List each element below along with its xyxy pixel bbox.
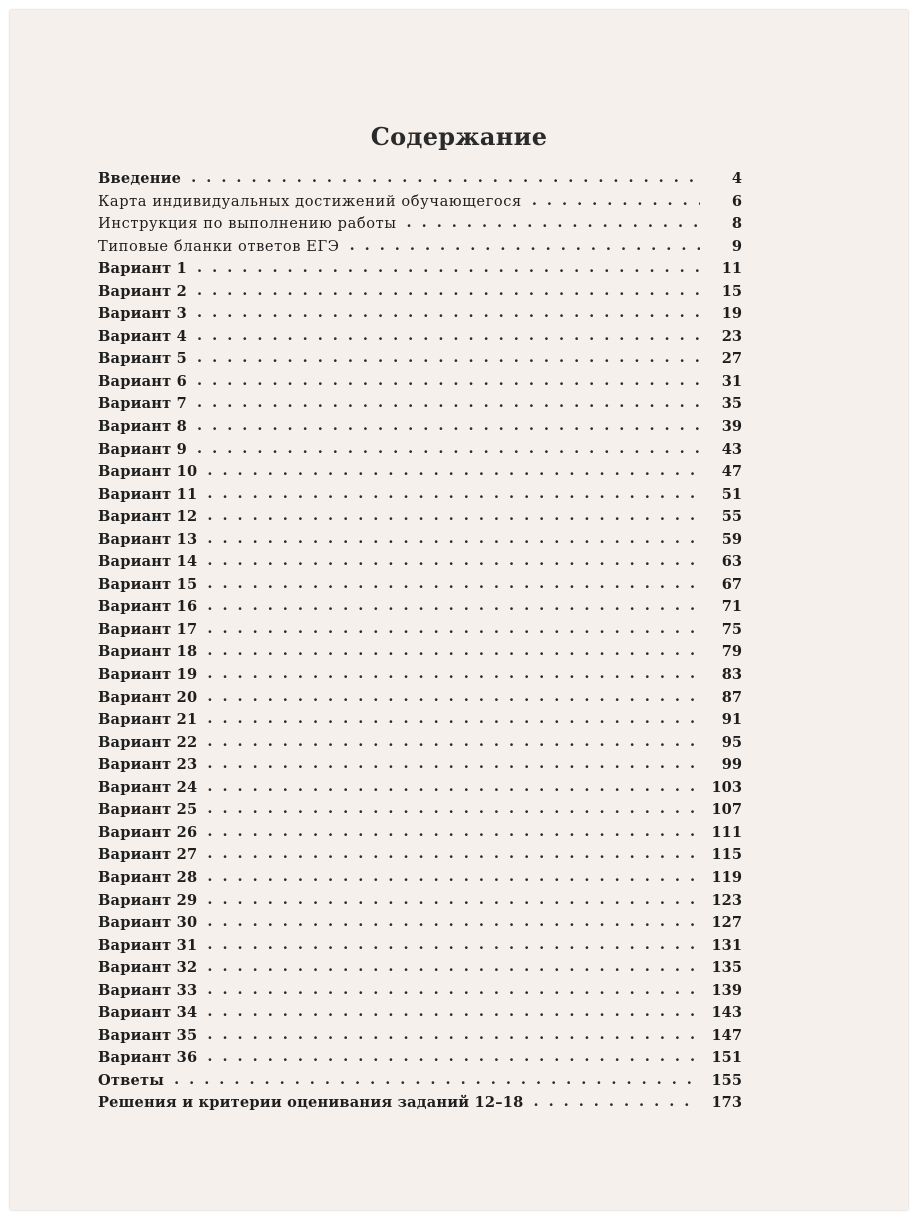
toc-entry [98, 305, 742, 328]
toc-entry [98, 418, 742, 441]
toc-dot-leader [197, 372, 700, 389]
toc-dot-leader [207, 597, 700, 614]
toc-entry [98, 1049, 742, 1072]
toc-entry [98, 260, 742, 283]
toc-entry [98, 1027, 742, 1050]
toc-entry-title: Вариант 13 [98, 530, 198, 548]
toc-dot-leader [207, 530, 700, 547]
toc-dot-leader [207, 688, 700, 705]
toc-dot-leader [197, 327, 700, 344]
toc-dot-leader [207, 800, 700, 817]
toc-entry-page-number: 135 [711, 959, 742, 977]
toc-entry-page-number: 23 [721, 327, 742, 345]
toc-entry [98, 553, 742, 576]
toc-entry-page-number: 87 [721, 688, 742, 706]
toc-dot-leader [350, 237, 700, 254]
toc-entry [98, 328, 742, 351]
toc-entry [98, 711, 742, 734]
toc-entry-page-number: 143 [711, 1004, 742, 1022]
toc-entry [98, 982, 742, 1005]
toc-dot-leader [197, 304, 700, 321]
toc-dot-leader [207, 755, 700, 772]
toc-entry-title: Вариант 3 [98, 305, 188, 323]
toc-dot-leader [207, 620, 700, 637]
toc-entry-page-number: 83 [721, 666, 742, 684]
toc-entry-title: Вариант 27 [98, 846, 198, 864]
toc-entry [98, 486, 742, 509]
toc-entry [98, 689, 742, 712]
toc-entry-title: Вариант 35 [98, 1026, 198, 1044]
toc-dot-leader [207, 462, 700, 479]
toc-entry-page-number: 119 [711, 868, 742, 886]
toc-entry-page-number: 35 [721, 395, 742, 413]
toc-entry-page-number: 147 [711, 1026, 742, 1044]
toc-entry-page-number: 91 [721, 711, 742, 729]
toc-entry-title: Вариант 34 [98, 1004, 198, 1022]
toc-dot-leader [197, 259, 700, 276]
toc-entry-title: Карта индивидуальных достижений обучающегося [98, 192, 522, 210]
toc-entry [98, 734, 742, 757]
toc-entry-title: Введение [98, 170, 182, 187]
toc-entry-title: Вариант 17 [98, 620, 198, 638]
toc-entry [98, 869, 742, 892]
toc-entry [98, 824, 742, 847]
toc-entry-page-number: 31 [721, 372, 742, 390]
toc-dot-leader [207, 778, 700, 795]
toc-entry [98, 621, 742, 644]
toc-entry-title: Вариант 30 [98, 914, 198, 932]
toc-dot-leader [533, 1093, 700, 1110]
toc-entry-page-number: 71 [721, 598, 742, 616]
toc-entry-title: Вариант 24 [98, 778, 198, 796]
toc-entry [98, 937, 742, 960]
toc-entry-page-number: 15 [721, 282, 742, 300]
toc-entry-page-number: 55 [721, 508, 742, 526]
toc-entry-page-number: 151 [711, 1049, 742, 1067]
toc-dot-leader [207, 913, 700, 930]
toc-dot-leader [207, 891, 700, 908]
toc-dot-leader [207, 1026, 700, 1043]
toc-entry-page-number: 115 [711, 846, 742, 864]
toc-entry-page-number: 19 [721, 305, 742, 323]
toc-entry [98, 441, 742, 464]
toc-entry-title: Вариант 25 [98, 801, 198, 819]
toc-entry-page-number: 9 [731, 237, 742, 255]
toc-entry [98, 508, 742, 531]
toc-dot-leader [207, 981, 700, 998]
toc-entry [98, 193, 742, 216]
toc-entry-page-number: 4 [731, 170, 742, 187]
toc-entry-title: Ответы [98, 1071, 165, 1089]
toc-dot-leader [197, 440, 700, 457]
toc-entry-title: Вариант 28 [98, 868, 198, 886]
toc-entry-page-number: 47 [721, 463, 742, 481]
toc-entry-title: Вариант 8 [98, 418, 188, 436]
toc-dot-leader [197, 417, 700, 434]
toc-entry [98, 1072, 742, 1095]
toc-entry [98, 283, 742, 306]
toc-entry-page-number: 8 [731, 215, 742, 233]
toc-entry-page-number: 131 [711, 936, 742, 954]
toc-entry [98, 959, 742, 982]
toc-entry [98, 463, 742, 486]
toc-dot-leader [207, 868, 700, 885]
toc-entry-page-number: 155 [711, 1071, 742, 1089]
toc-dot-leader [174, 1071, 700, 1088]
toc-entry-page-number: 51 [721, 485, 742, 503]
toc-entry-title: Вариант 33 [98, 981, 198, 999]
toc-entry [98, 801, 742, 824]
toc-entry-title: Вариант 11 [98, 485, 198, 503]
toc-entry-page-number: 107 [711, 801, 742, 819]
toc-entry-page-number: 59 [721, 530, 742, 548]
toc-entry-title: Вариант 22 [98, 733, 198, 751]
toc-entry-page-number: 63 [721, 553, 742, 571]
toc-entry-title: Вариант 6 [98, 372, 188, 390]
toc-dot-leader [207, 552, 700, 569]
toc-entry-title: Решения и критерии оценивания заданий 12–18 [98, 1094, 524, 1112]
toc-entry [98, 576, 742, 599]
toc-entry [98, 215, 742, 238]
toc-entry-title: Вариант 26 [98, 823, 198, 841]
toc-dot-leader [207, 642, 700, 659]
toc-entry [98, 238, 742, 261]
toc-entry-title: Вариант 20 [98, 688, 198, 706]
table-of-contents [98, 170, 742, 1117]
toc-entry-page-number: 67 [721, 575, 742, 593]
toc-entry [98, 846, 742, 869]
toc-dot-leader [407, 214, 700, 231]
toc-entry-title: Вариант 32 [98, 959, 198, 977]
toc-entry-title: Вариант 36 [98, 1049, 198, 1067]
toc-entry-page-number: 95 [721, 733, 742, 751]
toc-dot-leader [197, 394, 700, 411]
toc-entry-title: Инструкция по выполнению работы [98, 215, 397, 233]
toc-dot-leader [197, 349, 700, 366]
toc-entry [98, 373, 742, 396]
toc-entry-page-number: 11 [721, 260, 742, 278]
toc-dot-leader [207, 507, 700, 524]
toc-dot-leader [207, 936, 700, 953]
toc-entry-title: Вариант 23 [98, 756, 198, 774]
toc-entry [98, 170, 742, 193]
toc-entry-title: Вариант 4 [98, 327, 188, 345]
toc-entry-page-number: 103 [711, 778, 742, 796]
toc-entry-page-number: 123 [711, 891, 742, 909]
toc-entry-title: Вариант 5 [98, 350, 188, 368]
toc-dot-leader [207, 958, 700, 975]
toc-dot-leader [207, 1003, 700, 1020]
toc-entry-title: Вариант 29 [98, 891, 198, 909]
toc-entry-title: Вариант 1 [98, 260, 188, 278]
toc-entry-title: Вариант 10 [98, 463, 198, 481]
toc-entry-page-number: 27 [721, 350, 742, 368]
toc-entry-title: Вариант 14 [98, 553, 198, 571]
toc-entry-page-number: 111 [711, 823, 742, 841]
toc-entry-page-number: 139 [711, 981, 742, 999]
toc-dot-leader [532, 192, 700, 209]
toc-dot-leader [207, 575, 700, 592]
toc-entry-page-number: 99 [721, 756, 742, 774]
toc-entry-title: Типовые бланки ответов ЕГЭ [98, 237, 340, 255]
toc-entry [98, 350, 742, 373]
toc-entry [98, 756, 742, 779]
toc-dot-leader [197, 282, 700, 299]
toc-entry [98, 1094, 742, 1117]
toc-entry [98, 914, 742, 937]
toc-entry-page-number: 43 [721, 440, 742, 458]
book-page [10, 10, 908, 1210]
toc-entry-page-number: 39 [721, 418, 742, 436]
page-title: Содержание [370, 122, 548, 151]
toc-dot-leader [191, 169, 700, 186]
toc-entry-title: Вариант 21 [98, 711, 198, 729]
toc-entry-title: Вариант 16 [98, 598, 198, 616]
toc-entry-title: Вариант 15 [98, 575, 198, 593]
toc-entry-page-number: 127 [711, 914, 742, 932]
toc-entry-page-number: 6 [731, 192, 742, 210]
toc-entry-title: Вариант 19 [98, 666, 198, 684]
toc-dot-leader [207, 1048, 700, 1065]
toc-entry [98, 531, 742, 554]
toc-entry [98, 395, 742, 418]
toc-entry-page-number: 173 [711, 1094, 742, 1112]
toc-entry [98, 643, 742, 666]
toc-entry [98, 892, 742, 915]
toc-entry-title: Вариант 9 [98, 440, 188, 458]
toc-dot-leader [207, 665, 700, 682]
toc-entry [98, 1004, 742, 1027]
toc-entry-title: Вариант 18 [98, 643, 198, 661]
toc-entry [98, 666, 742, 689]
toc-entry-page-number: 75 [721, 620, 742, 638]
toc-dot-leader [207, 733, 700, 750]
toc-dot-leader [207, 485, 700, 502]
toc-entry-title: Вариант 2 [98, 282, 188, 300]
toc-entry [98, 779, 742, 802]
toc-entry-title: Вариант 12 [98, 508, 198, 526]
toc-entry-title: Вариант 7 [98, 395, 188, 413]
toc-entry [98, 598, 742, 621]
toc-dot-leader [207, 845, 700, 862]
toc-dot-leader [207, 823, 700, 840]
toc-dot-leader [207, 710, 700, 727]
toc-entry-title: Вариант 31 [98, 936, 198, 954]
toc-entry-page-number: 79 [721, 643, 742, 661]
